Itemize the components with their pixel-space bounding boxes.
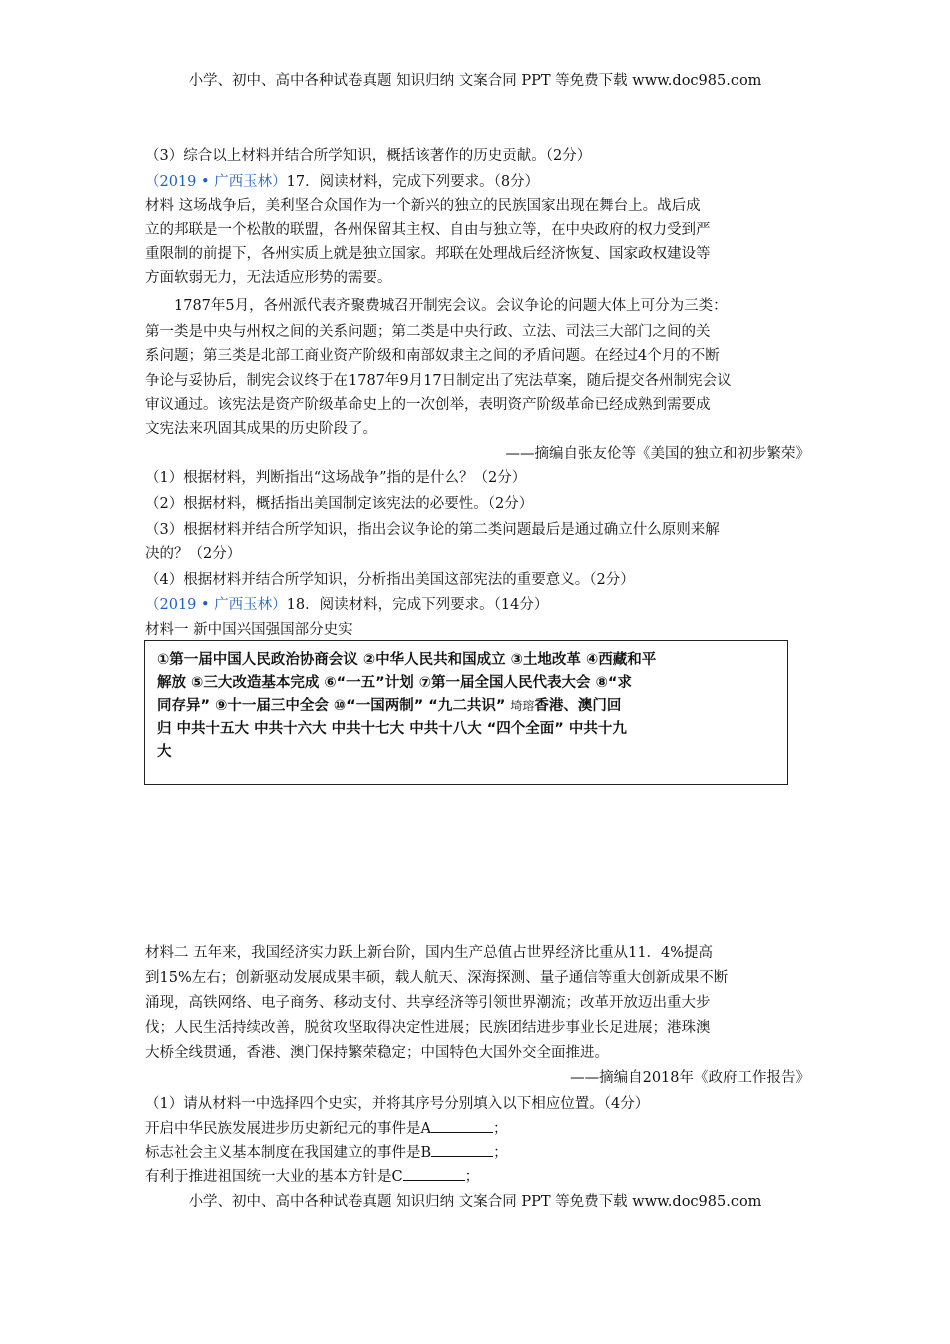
q18-heading: [145, 594, 810, 616]
q17-material-line: 审议通过。该宪法是资产阶级革命史上的一次创举，表明资产阶级革命已经成熟到需要成: [145, 397, 711, 413]
q17-question: （2）根据材料，概括指出美国制定该宪法的必要性。（2分）: [145, 496, 534, 512]
box-line-text: 同存异” ⑨十一届三中全会 ⑩“一国两制” “九二共识”: [157, 698, 511, 714]
blank-a-line: [145, 1118, 810, 1140]
q17-question: 决的？（2分）: [145, 546, 242, 562]
box-line: [157, 695, 777, 718]
q17-material-line: 材料 这场战争后，美利坚合众国作为一个新兴的独立的民族国家出现在舞台上。战后成: [145, 198, 701, 214]
q18-material2-line: 到15%左右；创新驱动发展成果丰硕，载人航天、深海探测、量子通信等重大创新成果不断: [145, 970, 729, 986]
q18-material1-title: 材料一 新中国兴国强国部分史实: [145, 622, 353, 638]
q17-question: （4）根据材料并结合所学知识，分析指出美国这部宪法的重要意义。（2分）: [145, 572, 635, 588]
page-header: 小学、初中、高中各种试卷真题 知识归纳 文案合同 PPT 等免费下载 www.doc985.com: [188, 73, 762, 89]
q18-material2-line: 涌现，高铁网络、电子商务、移动支付、共享经济等引领世界潮流；改革开放迈出重大步: [145, 995, 711, 1011]
q17-citation: ——摘编自张友伦等《美国的独立和初步繁荣》: [505, 446, 810, 462]
blank-b-field[interactable]: [431, 1142, 493, 1157]
q17-material-line: 文宪法来巩固其成果的历史阶段了。: [145, 421, 377, 437]
q17-source: （2019 • 广西玉林）: [145, 174, 287, 190]
q17-question: （3）根据材料并结合所学知识，指出会议争论的第二类问题最后是通过确立什么原则来解: [145, 522, 720, 538]
box-line: 解放 ⑤三大改造基本完成 ⑥“一五”计划 ⑦第一届全国人民代表大会 ⑧“求: [157, 675, 632, 691]
page-footer: 小学、初中、高中各种试卷真题 知识归纳 文案合同 PPT 等免费下载 www.doc985.com: [188, 1194, 762, 1210]
q18-citation: ——摘编自2018年《政府工作报告》: [570, 1070, 810, 1086]
box-line-glyph: 埼瑢: [510, 699, 535, 713]
semicolon: ；: [492, 1121, 508, 1137]
semicolon: ；: [493, 1145, 508, 1161]
q18-sub1: （1）请从材料一中选择四个史实，并将其序号分别填入以下相应位置。（4分）: [145, 1096, 650, 1112]
q17-material-line: 方面软弱无力，无法适应形势的需要。: [145, 270, 392, 286]
q17-title: 17．阅读材料，完成下列要求。（8分）: [286, 174, 540, 190]
q17-material-line: 争论与妥协后，制宪会议终于在1787年9月17日制定出了宪法草案，随后提交各州制宪会议: [145, 373, 732, 389]
blank-b-label: 标志社会主义基本制度在我国建立的事件是B: [145, 1145, 432, 1161]
q17-material-line: 系问题；第三类是北部工商业资产阶级和南部奴隶主之间的矛盾问题。在经过4个月的不断: [145, 348, 720, 364]
blank-b-line: [145, 1142, 810, 1164]
q18-title: 18．阅读材料，完成下列要求。（14分）: [286, 597, 549, 613]
q18-material2-line: 材料二 五年来，我国经济实力跃上新台阶，国内生产总值占世界经济比重从11．4%提高: [145, 945, 714, 961]
blank-c-field[interactable]: [403, 1166, 465, 1181]
q16-part3: （3）综合以上材料并结合所学知识，概括该著作的历史贡献。（2分）: [145, 148, 592, 164]
q17-material-line: 重限制的前提下，各州实质上就是独立国家。邦联在处理战后经济恢复、国家政权建设等: [145, 246, 711, 262]
q17-material-line: 1787年5月，各州派代表齐聚费城召开制宪会议。会议争论的问题大体上可分为三类：: [174, 298, 728, 314]
q17-material-line: 第一类是中央与州权之间的关系问题；第二类是中央行政、立法、司法三大部门之间的关: [145, 324, 711, 340]
q18-source: （2019 • 广西玉林）: [145, 597, 287, 613]
box-line: 大: [157, 744, 172, 760]
blank-c-line: [145, 1166, 810, 1188]
blank-a-label: 开启中华民族发展进步历史新纪元的事件是A: [145, 1121, 431, 1137]
box-line: 归 中共十五大 中共十六大 中共十七大 中共十八大 “四个全面” 中共十九: [157, 721, 627, 737]
q18-material2-line: 伐；人民生活持续改善，脱贫攻坚取得决定性进展；民族团结进步事业长足进展；港珠澳: [145, 1020, 711, 1036]
q18-material2-line: 大桥全线贯通，香港、澳门保持繁荣稳定；中国特色大国外交全面推进。: [145, 1045, 609, 1061]
q17-question: （1）根据材料，判断指出“这场战争”指的是什么？（2分）: [145, 470, 527, 486]
historical-facts-box: [144, 640, 788, 785]
box-line-tail: 香港、澳门回: [534, 698, 622, 714]
q17-material-line: 立的邦联是一个松散的联盟，各州保留其主权、自由与独立等，在中央政府的权力受到严: [145, 222, 711, 238]
blank-c-label: 有利于推进祖国统一大业的基本方针是C: [145, 1169, 403, 1185]
q17-heading: [145, 171, 810, 193]
semicolon: ；: [464, 1169, 480, 1185]
blank-a-field[interactable]: [431, 1118, 493, 1133]
box-line: ①第一届中国人民政治协商会议 ②中华人民共和国成立 ③土地改革 ④西藏和平: [157, 652, 657, 668]
